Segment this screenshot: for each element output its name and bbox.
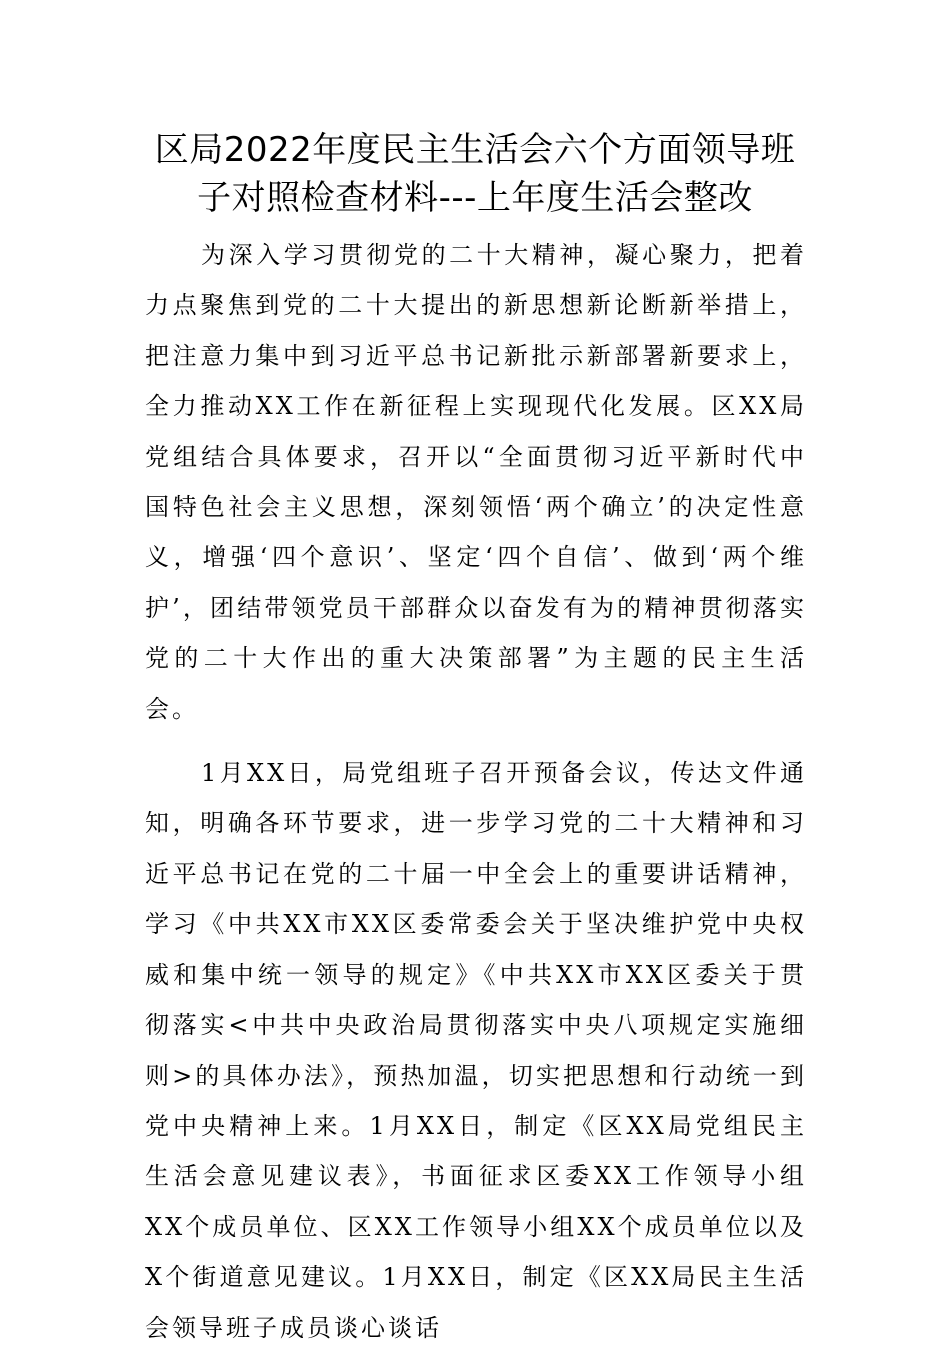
paragraph-preparation: 1月XX日，局党组班子召开预备会议，传达文件通知，明确各环节要求，进一步学习党的二十大精神和习近平总书记在党的二十届一中全会上的重要讲话精神，学习《中共XX市XX区委常委会关于坚决维护党中央权威和集中统一领导的规定》《中共XX市XX区委关于贯彻落实<中共中央政治局贯彻落实中央八项规定实施细则>的具体办法》，预热加温，切实把思想和行动统一到党中央精神上来。1月XX日，制定《区XX局党组民主生活会意见建议表》，书面征求区委XX工作领导小组XX个成员单位、区XX工作领导小组XX个成员单位以及X个街道意见建议。1月XX日，制定《区XX局民主生活会领导班子成员谈心谈话: [145, 759, 807, 1342]
document-title: 区局2022年度民主生活会六个方面领导班子对照检查材料---上年度生活会整改: [154, 130, 796, 218]
paragraph-intro: 为深入学习贯彻党的二十大精神，凝心聚力，把着力点聚焦到党的二十大提出的新思想新论断新举措上，把注意力集中到习近平总书记新批示新部署新要求上，全力推动XX工作在新征程上实现现代化发展。区XX局党组结合具体要求，召开以“全面贯彻习近平新时代中国特色社会主义思想，深刻领悟‘两个确立’的决定性意义，增强‘四个意识’、坚定‘四个自信’、做到‘两个维护’，团结带领党员干部群众以奋发有为的精神贯彻落实党的二十大作出的重大决策部署”为主题的民主生活会。: [145, 241, 807, 723]
document-body: [145, 230, 807, 1353]
